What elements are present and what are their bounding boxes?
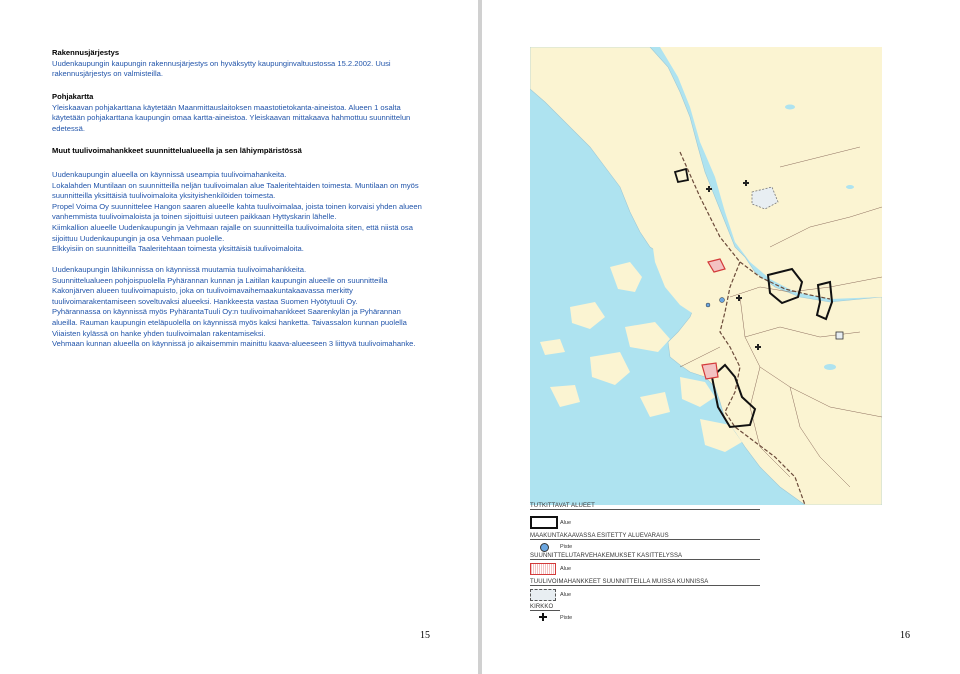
- plan-point-symbol: [540, 543, 549, 552]
- text-line: rakennusjärjestys on valmisteilla.: [52, 69, 163, 79]
- text-line: Kakonjärven alueen tuulivoimapuisto, joka on tuulivoimavaihemaakuntakaavassa merkitty: [52, 286, 353, 296]
- application-area-symbol: [530, 563, 556, 575]
- legend-label: Alue: [560, 592, 572, 598]
- text-line: suunnitteilla yksittäisiä tuulivoimaloita yksityishenkilöiden toimesta.: [52, 191, 276, 201]
- legend-label: Piste: [560, 615, 573, 621]
- text-line: Viiaisten kylässä on hanke yhden tuulivoimalan rakentamiseksi.: [52, 328, 266, 338]
- text-line: Yleiskaavan pohjakarttana käytetään Maanmittauslaitoksen maastotietokanta-aineistoa. Alueen 1 osalta: [52, 102, 401, 112]
- text-line: sijoittuu Uudenkaupungin ja osa Vehmaan puolelle.: [52, 233, 225, 243]
- wind-paragraph-2: [52, 265, 432, 350]
- legend-label: Alue: [560, 520, 572, 526]
- map: [530, 47, 882, 505]
- text-line: Suunnittelualueen pohjoispuolella Pyhärannan kunnan ja Laitilan kaupungin alueelle on suunnitteilla: [52, 275, 388, 285]
- text-line: Uudenkaupungin lähikunnissa on käynnissä muutamia tuulivoimahankkeita.: [52, 265, 307, 274]
- other-municipality-area: [836, 332, 843, 339]
- lake: [785, 105, 795, 110]
- plan-point: [706, 303, 710, 307]
- section-heading: Rakennusjärjestys: [52, 48, 120, 57]
- rakennusjarjestys-section: [52, 48, 432, 80]
- text-line: vanhemmista tuulivoimaloista ja toinen sijoittuisi uuteen paikkaan Hyttyskarin lähelle.: [52, 212, 337, 222]
- text-line: Propel Voima Oy suunnittelee Hangon saaren alueelle kahta tuulivoimalaa, joista toinen korvaisi yhden alueen: [52, 201, 422, 211]
- church-cross-icon: [539, 613, 547, 621]
- other-municipality-symbol: [530, 589, 556, 601]
- legend-label: Piste: [560, 544, 573, 550]
- text-line: Lokalahden Muntilaan on suunnitteilla neljän tuulivoimalan alue Taaleritehtaiden toimesta. Muntilaan on myös: [52, 180, 419, 190]
- legend-title: TUULIVOIMAHANKKEET SUUNNITTEILLA MUISSA KUNNISSA: [530, 579, 760, 586]
- text-line: Uudenkaupungin kaupungin rakennusjärjestys on hyväksytty kaupunginvaltuustossa 15.2.2002. Uusi: [52, 58, 391, 68]
- plan-point: [720, 298, 725, 303]
- pohjakartta-section: [52, 92, 432, 134]
- section-heading: Pohjakartta: [52, 92, 94, 101]
- text-line: Kiimkallion alueelle Uudenkaupungin ja Vehmaan rajalle on suunnitteilla tuulivoimaloita siten, että niistä osa: [52, 222, 413, 232]
- page-number-left: 15: [420, 630, 430, 641]
- study-area-symbol: [530, 516, 558, 529]
- lake: [846, 185, 854, 189]
- legend-title: TUTKITTAVAT ALUEET: [530, 503, 760, 510]
- text-line: käytetään pohjakarttana kaupungin omaa kartta-aineistoa. Yleiskaavan mittakaava hahmottuu suunnittelun: [52, 113, 411, 123]
- text-line: alueilla. Rauman kaupungin eteläpuolella on käynnissä myös kaksi hanketta. Taivassalon kunnan puolella: [52, 317, 407, 327]
- legend-title: MAAKUNTAKAAVASSA ESITETTY ALUEVARAUS: [530, 533, 760, 540]
- lake: [824, 364, 836, 370]
- text-line: Elkkyisiin on suunnitteilla Taaleritehtaan toimesta yksittäisiä tuulivoimaloita.: [52, 244, 304, 254]
- text-line: Vehmaan kunnan alueella on käynnissä jo aikaisemmin mainittu kaava-alueeseen 3 liittyvä tuulivoimahanke.: [52, 339, 416, 349]
- wind-heading: [52, 146, 432, 157]
- text-line: tuulivoimarakentamiseen soveltuvaksi alueeksi. Hankkeesta vastaa Suomen Hyötytuuli Oy.: [52, 296, 358, 306]
- page-number-right: 16: [900, 630, 910, 641]
- legend-title: KIRKKO: [530, 604, 560, 611]
- wind-paragraph-1: [52, 170, 432, 255]
- text-line: Uudenkaupungin alueella on käynnissä useampia tuulivoimahankeita.: [52, 170, 287, 179]
- legend-title: SUUNNITTELUTARVEHAKEMUKSET KASITTELYSSA: [530, 553, 760, 560]
- text-line: edetessä.: [52, 123, 85, 133]
- wind-heading-text: Muut tuulivoimahankkeet suunnittelualueella ja sen lähiympäristössä: [52, 146, 302, 155]
- text-line: Pyhärannassa on käynnissä myös PyhärantaTuuli Oy:n tuulivoimahankkeet Saarenkylän ja Pyhärannan: [52, 307, 401, 317]
- legend-label: Alue: [560, 566, 572, 572]
